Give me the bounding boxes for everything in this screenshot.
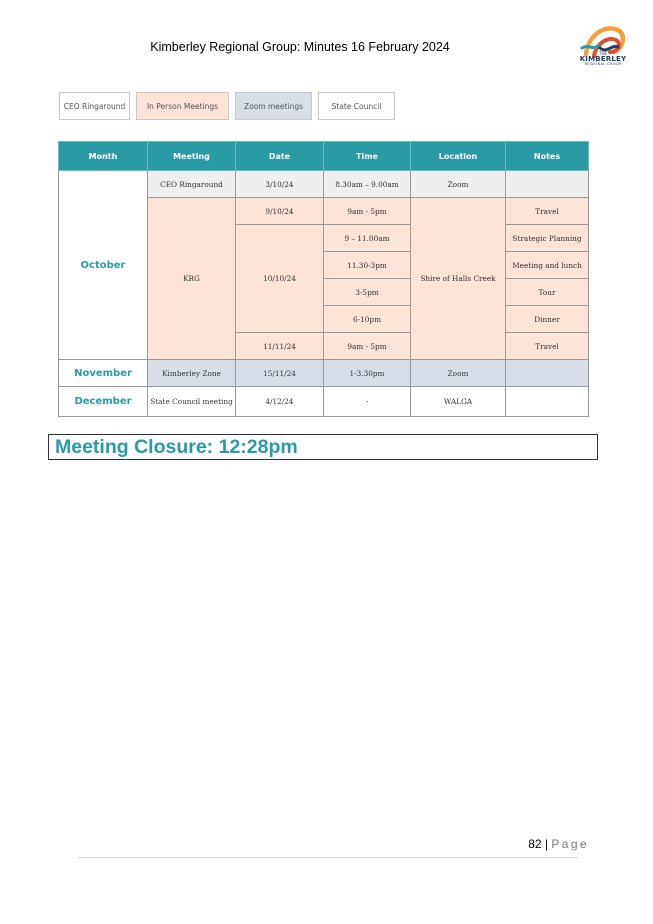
header-month: Month: [59, 142, 148, 171]
cell-location: WALGA: [411, 387, 506, 417]
cell-notes: Strategic Planning: [506, 225, 589, 252]
legend-in-person-meetings: In Person Meetings: [136, 92, 229, 120]
cell-location: Shire of Halls Creek: [411, 198, 506, 360]
footer-divider: [78, 857, 578, 858]
cell-meeting: CEO Ringaround: [148, 171, 236, 198]
cell-time: 9am - 5pm: [324, 198, 411, 225]
legend-zoom-meetings: Zoom meetings: [235, 92, 312, 120]
cell-meeting: Kimberley Zone: [148, 360, 236, 387]
cell-notes: [506, 387, 589, 417]
table-header-row: [59, 142, 589, 171]
cell-time: -: [324, 387, 411, 417]
cell-notes: [506, 360, 589, 387]
header-notes: Notes: [506, 142, 589, 171]
cell-date: 15/11/24: [236, 360, 324, 387]
cell-time: 8.30am – 9.00am: [324, 171, 411, 198]
header-date: Date: [236, 142, 324, 171]
header-time: Time: [324, 142, 411, 171]
table-row: [59, 360, 589, 387]
cell-time: 11.30-3pm: [324, 252, 411, 279]
cell-time: 3-5pm: [324, 279, 411, 306]
cell-meeting: KRG: [148, 198, 236, 360]
meeting-closure-heading: Meeting Closure: 12:28pm: [48, 434, 598, 460]
cell-notes: Meeting and lunch: [506, 252, 589, 279]
month-december: December: [59, 387, 148, 417]
cell-date: 4/12/24: [236, 387, 324, 417]
cell-date: 10/10/24: [236, 225, 324, 333]
meeting-schedule-table: [58, 141, 589, 417]
cell-meeting: State Council meeting: [148, 387, 236, 417]
logo-wordmark: THE KIMBERLEY REGIONAL GROUP: [579, 51, 627, 66]
cell-notes: Travel: [506, 198, 589, 225]
cell-notes: [506, 171, 589, 198]
table-row: [59, 171, 589, 198]
cell-notes: Tour: [506, 279, 589, 306]
cell-date: 11/11/24: [236, 333, 324, 360]
cell-notes: Travel: [506, 333, 589, 360]
header-location: Location: [411, 142, 506, 171]
cell-location: Zoom: [411, 171, 506, 198]
cell-time: 9am - 5pm: [324, 333, 411, 360]
table-row: [59, 387, 589, 417]
month-october: October: [59, 171, 148, 360]
cell-location: Zoom: [411, 360, 506, 387]
legend-ceo-ringaround: CEO Ringaround: [59, 92, 130, 120]
page-header-title: Kimberley Regional Group: Minutes 16 February 2024: [150, 40, 450, 54]
cell-time: 6-10pm: [324, 306, 411, 333]
page-number: 82 | Page: [528, 837, 589, 851]
cell-date: 9/10/24: [236, 198, 324, 225]
cell-time: 9 – 11.00am: [324, 225, 411, 252]
header-meeting: Meeting: [148, 142, 236, 171]
legend-state-council: State Council: [318, 92, 395, 120]
cell-time: 1-3.30pm: [324, 360, 411, 387]
cell-date: 3/10/24: [236, 171, 324, 198]
month-november: November: [59, 360, 148, 387]
cell-notes: Dinner: [506, 306, 589, 333]
